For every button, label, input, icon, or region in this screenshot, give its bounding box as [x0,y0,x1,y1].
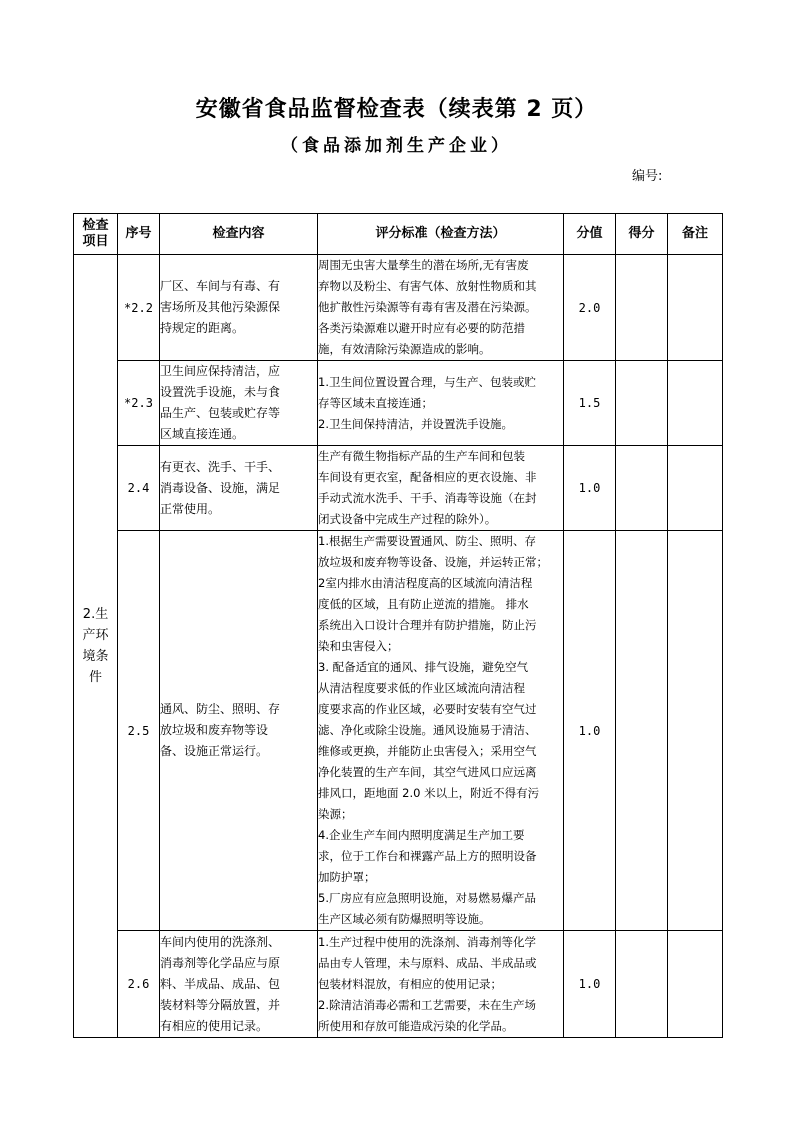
page-subtitle: （食品添加剂生产企业） [281,136,512,156]
table-header-row [74,214,723,255]
document-number-label: 编号: [632,169,663,184]
score-cell: 1.0 [564,931,616,1038]
content-cell: 卫生间应保持清洁，应 设置洗手设施，未与食 品生产、包装或贮存等 区域直接连通。 [160,361,318,446]
column-header-score: 分值 [564,214,616,255]
column-header-got: 得分 [616,214,668,255]
note-cell[interactable] [668,446,723,531]
method-cell: 1.根据生产需要设置通风、防尘、照明、存 放垃圾和废弃物等设备、设施，并运转正常； 2室内排水由清洁程度高的区域流向清洁程 度低的区域，且有防止逆流的措施。 排水 系统出入口设计合理并有防护措施，防止污 染和虫害侵入； 3. 配备适宜的通风、排气设施，避免空气 从清洁程度要求低的作业区域流向清洁程 度要求高的作业区域，必要时安装有空气过 滤、净化或除尘设施。通风设施易于清洁、 维修或更换，并能防止虫害侵入；采用空气 净化装置的生产车间，其空气进风口应远离 排风口，距地面 2.0 米以上，附近不得有污 染源； 4.企业生产车间内照明度满足生产加工要 求，位于工作台和裸露产品上方的照明设备 加防护罩； 5.厂房应有应急照明设施，对易燃易爆产品 生产区域必须有防爆照明等设施。 [318,531,564,931]
table-row [74,931,723,1038]
method-cell: 1.卫生间位置设置合理，与生产、包装或贮 存等区域未直接连通； 2.卫生间保持清洁，并设置洗手设施。 [318,361,564,446]
column-header-seq: 序号 [118,214,160,255]
content-cell: 厂区、车间与有毒、有 害场所及其他污染源保 持规定的距离。 [160,255,318,361]
method-cell: 周围无虫害大量孳生的潜在场所,无有害废 弃物以及粉尘、有害气体、放射性物质和其 他扩散性污染源等有毒有害及潜在污染源。 各类污染源难以避开时应有必要的防范措 施，有效清除污染源造成的影响。 [318,255,564,361]
page-title: 安徽省食品监督检查表（续表第 2 页） [195,97,598,122]
table-row [74,446,723,531]
note-cell[interactable] [668,255,723,361]
seq-cell: 2.4 [118,446,160,531]
got-cell[interactable] [616,931,668,1038]
seq-cell: 2.5 [118,531,160,931]
content-cell: 通风、防尘、照明、存 放垃圾和废弃物等设 备、设施正常运行。 [160,531,318,931]
table-row [74,361,723,446]
column-header-category: 检查 项目 [74,214,118,255]
inspection-table [73,213,723,1038]
column-header-content: 检查内容 [160,214,318,255]
seq-cell: *2.2 [118,255,160,361]
content-cell: 有更衣、洗手、干手、 消毒设备、设施，满足 正常使用。 [160,446,318,531]
content-cell: 车间内使用的洗涤剂、 消毒剂等化学品应与原 料、半成品、成品、包 装材料等分隔放置，并 有相应的使用记录。 [160,931,318,1038]
table-row [74,255,723,361]
got-cell[interactable] [616,361,668,446]
score-cell: 1.0 [564,446,616,531]
method-cell: 1.生产过程中使用的洗涤剂、消毒剂等化学 品由专人管理，未与原料、成品、半成品或 包装材料混放，有相应的使用记录； 2.除清洁消毒必需和工艺需要，未在生产场 所使用和存放可能造成污染的化学品。 [318,931,564,1038]
table-row [74,531,723,931]
seq-cell: 2.6 [118,931,160,1038]
note-cell[interactable] [668,931,723,1038]
got-cell[interactable] [616,255,668,361]
column-header-note: 备注 [668,214,723,255]
got-cell[interactable] [616,531,668,931]
score-cell: 1.0 [564,531,616,931]
note-cell[interactable] [668,531,723,931]
got-cell[interactable] [616,446,668,531]
category-cell: 2.生 产环 境条 件 [74,255,118,1038]
note-cell[interactable] [668,361,723,446]
method-cell: 生产有微生物指标产品的生产车间和包装 车间设有更衣室，配备相应的更衣设施、非 手动式流水洗手、干手、消毒等设施（在封 闭式设备中完成生产过程的除外）。 [318,446,564,531]
score-cell: 2.0 [564,255,616,361]
seq-cell: *2.3 [118,361,160,446]
column-header-method: 评分标准（检查方法） [318,214,564,255]
score-cell: 1.5 [564,361,616,446]
